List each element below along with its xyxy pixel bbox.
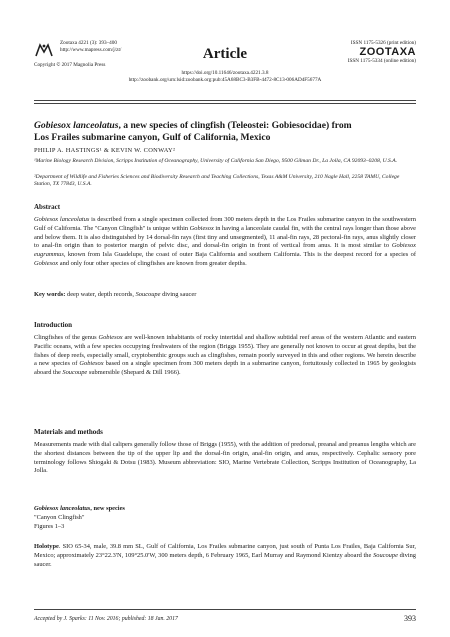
journal-url[interactable]: http://www.mapress.com/j/zt/	[60, 47, 122, 53]
holotype-text	[34, 543, 416, 569]
header-divider-2	[34, 103, 416, 104]
page-number: 393	[404, 614, 416, 623]
abstract-italic: Gobiesox	[189, 224, 214, 232]
affiliation-1: ¹Marine Biology Research Division, Scripps Institution of Oceanography, University of California San Diego, 9500 Gilman Dr., La Jolla, CA 92093–0208, U.S.A.	[34, 158, 398, 164]
figures-ref[interactable]: Figures 1–3	[34, 523, 65, 530]
keywords-end: diving saucer	[160, 291, 197, 298]
copyright: Copyright © 2017 Magnolia Press	[34, 62, 106, 68]
abstract-italic: Gobiesox	[34, 259, 59, 267]
methods-text: Measurements made with dial calipers generally follow those of Briggs (1955), with the addition of predorsal, preanal and preanus lengths which are the shortest distances between the tip of the upper lip and the dorsal-fin origin, anal-fin origin, and anus, respectively. Cephalic sensory pore terminology follows Shiogaki & Dotsu (1983). Museum abbreviation: SIO, Marine Vertebrate Collection, Scripps Institution of Oceanography, La Jolla.	[34, 441, 416, 475]
species-name: Gobiesox lanceolatus	[34, 505, 91, 512]
keywords-italic: Soucoupe	[135, 291, 161, 298]
intro-part: Clingfishes of the genus	[34, 334, 99, 341]
species-new: , new species	[90, 505, 125, 512]
abstract-italic: Gobiesox lanceolatus	[34, 216, 90, 223]
title-part-2: Los Frailes submarine canyon, Gulf of California, Mexico	[34, 132, 271, 143]
doi-link[interactable]: https://doi.org/10.11646/zootaxa.4221.3.8	[181, 70, 269, 76]
article-type: Article	[202, 46, 248, 62]
keywords-text: deep water, depth records,	[65, 291, 136, 298]
footer-divider	[34, 609, 416, 610]
intro-part: submersible (Shepard & Dill 1966).	[87, 369, 181, 377]
issn-online: ISSN 1175-5334 (online edition)	[347, 58, 416, 64]
abstract-heading: Abstract	[34, 203, 61, 211]
authors: PHILIP A. HASTINGS¹ & KEVIN W. CONWAY²	[34, 147, 176, 154]
accepted-line: Accepted by J. Sparks: 11 Nov. 2016; published: 18 Jan. 2017	[34, 616, 178, 622]
introduction-heading: Introduction	[34, 321, 72, 329]
abstract-part: , known from Isla Guadelupe, the coast of outer Baja California and southern California. This is the deepest record for a species of	[63, 251, 416, 259]
abstract-italic: Gobiesox eugrammus	[34, 242, 416, 259]
issn-print: ISSN 1175-5326 (print edition)	[350, 40, 416, 46]
lsid-link[interactable]: http://zoobank.org/urn:lsid:zoobank.org:pub:45A68BC3-B3FB-4472-8C13-006AD4F5677A	[128, 77, 322, 83]
intro-italic: Gobiesox	[98, 334, 123, 341]
intro-part: based on a single specimen from 300 meters depth in a submarine canyon, fortuitously collected in 1965 by geologists aboard the	[34, 360, 417, 377]
journal-header	[34, 40, 416, 98]
zootaxa-logo: ZOOTAXA	[359, 46, 416, 58]
common-name: "Canyon Clingfish"	[34, 514, 85, 521]
holotype-part: . SIO 65-34, male, 39.8 mm SL, Gulf of California, Los Frailes submarine canyon, just south of Punta Los Frailes, Baja California Sur, Mexico; approximately 23°22.3'N, 109°25.0'W, 300 meters depth, 6 February 1965, Earl Murray and Raymond Kientzy aboard the	[34, 543, 416, 559]
intro-part: are well-known inhabitants of rocky intertidal and shallow subtidal reef areas of the western Atlantic and eastern Pacific oceans, with a few species occupying freshwaters of the region (Briggs 1955). They are generally not known to occur at great depths, but the fishes of deep reefs, especially small, cryptobenthic groups such as clingfishes, remain poorly surveyed in this and other regions. We herein describe a new species of	[34, 334, 417, 368]
abstract-text	[34, 216, 416, 269]
intro-italic: Gobiesox	[79, 360, 104, 368]
journal-volume: Zootaxa 4221 (3): 393–400	[60, 40, 117, 46]
species-heading	[34, 505, 416, 514]
affiliation-2: ²Department of Wildlife and Fisheries Sciences and Biodiversity Research and Teaching Collections, Texas A&M University, 210 Nagle Hall, 2258 TAMU, College Station, TX 77843, U.S.A.	[34, 174, 400, 188]
abstract-part: in having a lanceolate caudal fin, with the central rays longer than those above and below them. It is also distinguished by 14 dorsal-fin rays (first tiny and unsegmented), 11 anal-fin rays, 28 pectoral-fin rays, anus slightly closer to anal-fin origin than to posterior margin of pelvic disc, and dorsal-fin origin in front of vertical from anus. It is most similar to	[34, 224, 416, 250]
header-divider	[34, 100, 416, 101]
issn-block	[348, 40, 416, 65]
holotype-italic: Soucoupe	[373, 551, 398, 559]
intro-italic: Soucoupe	[62, 369, 88, 377]
holotype-part: diving saucer.	[34, 551, 416, 568]
abstract-part: is described from a single specimen collected from 300 meters depth in the Los Frailes submarine canyon in the southwestern Gulf of California. The "Canyon Clingfish" is unique within	[34, 216, 417, 232]
abstract-part: and only four other species of clingfishes are known from greater depths.	[58, 259, 247, 267]
title-part-1: , a new species of clingfish (Teleostei: Gobiesocidae) from	[118, 120, 352, 131]
keywords	[34, 291, 416, 300]
article-title	[34, 120, 416, 144]
holotype-label: Holotype	[34, 543, 59, 550]
doi-block	[34, 70, 416, 84]
title-species: Gobiesox lanceolatus	[34, 120, 119, 131]
introduction-text	[34, 334, 416, 378]
methods-heading: Materials and methods	[34, 428, 103, 436]
keywords-label: Key words:	[34, 291, 66, 298]
